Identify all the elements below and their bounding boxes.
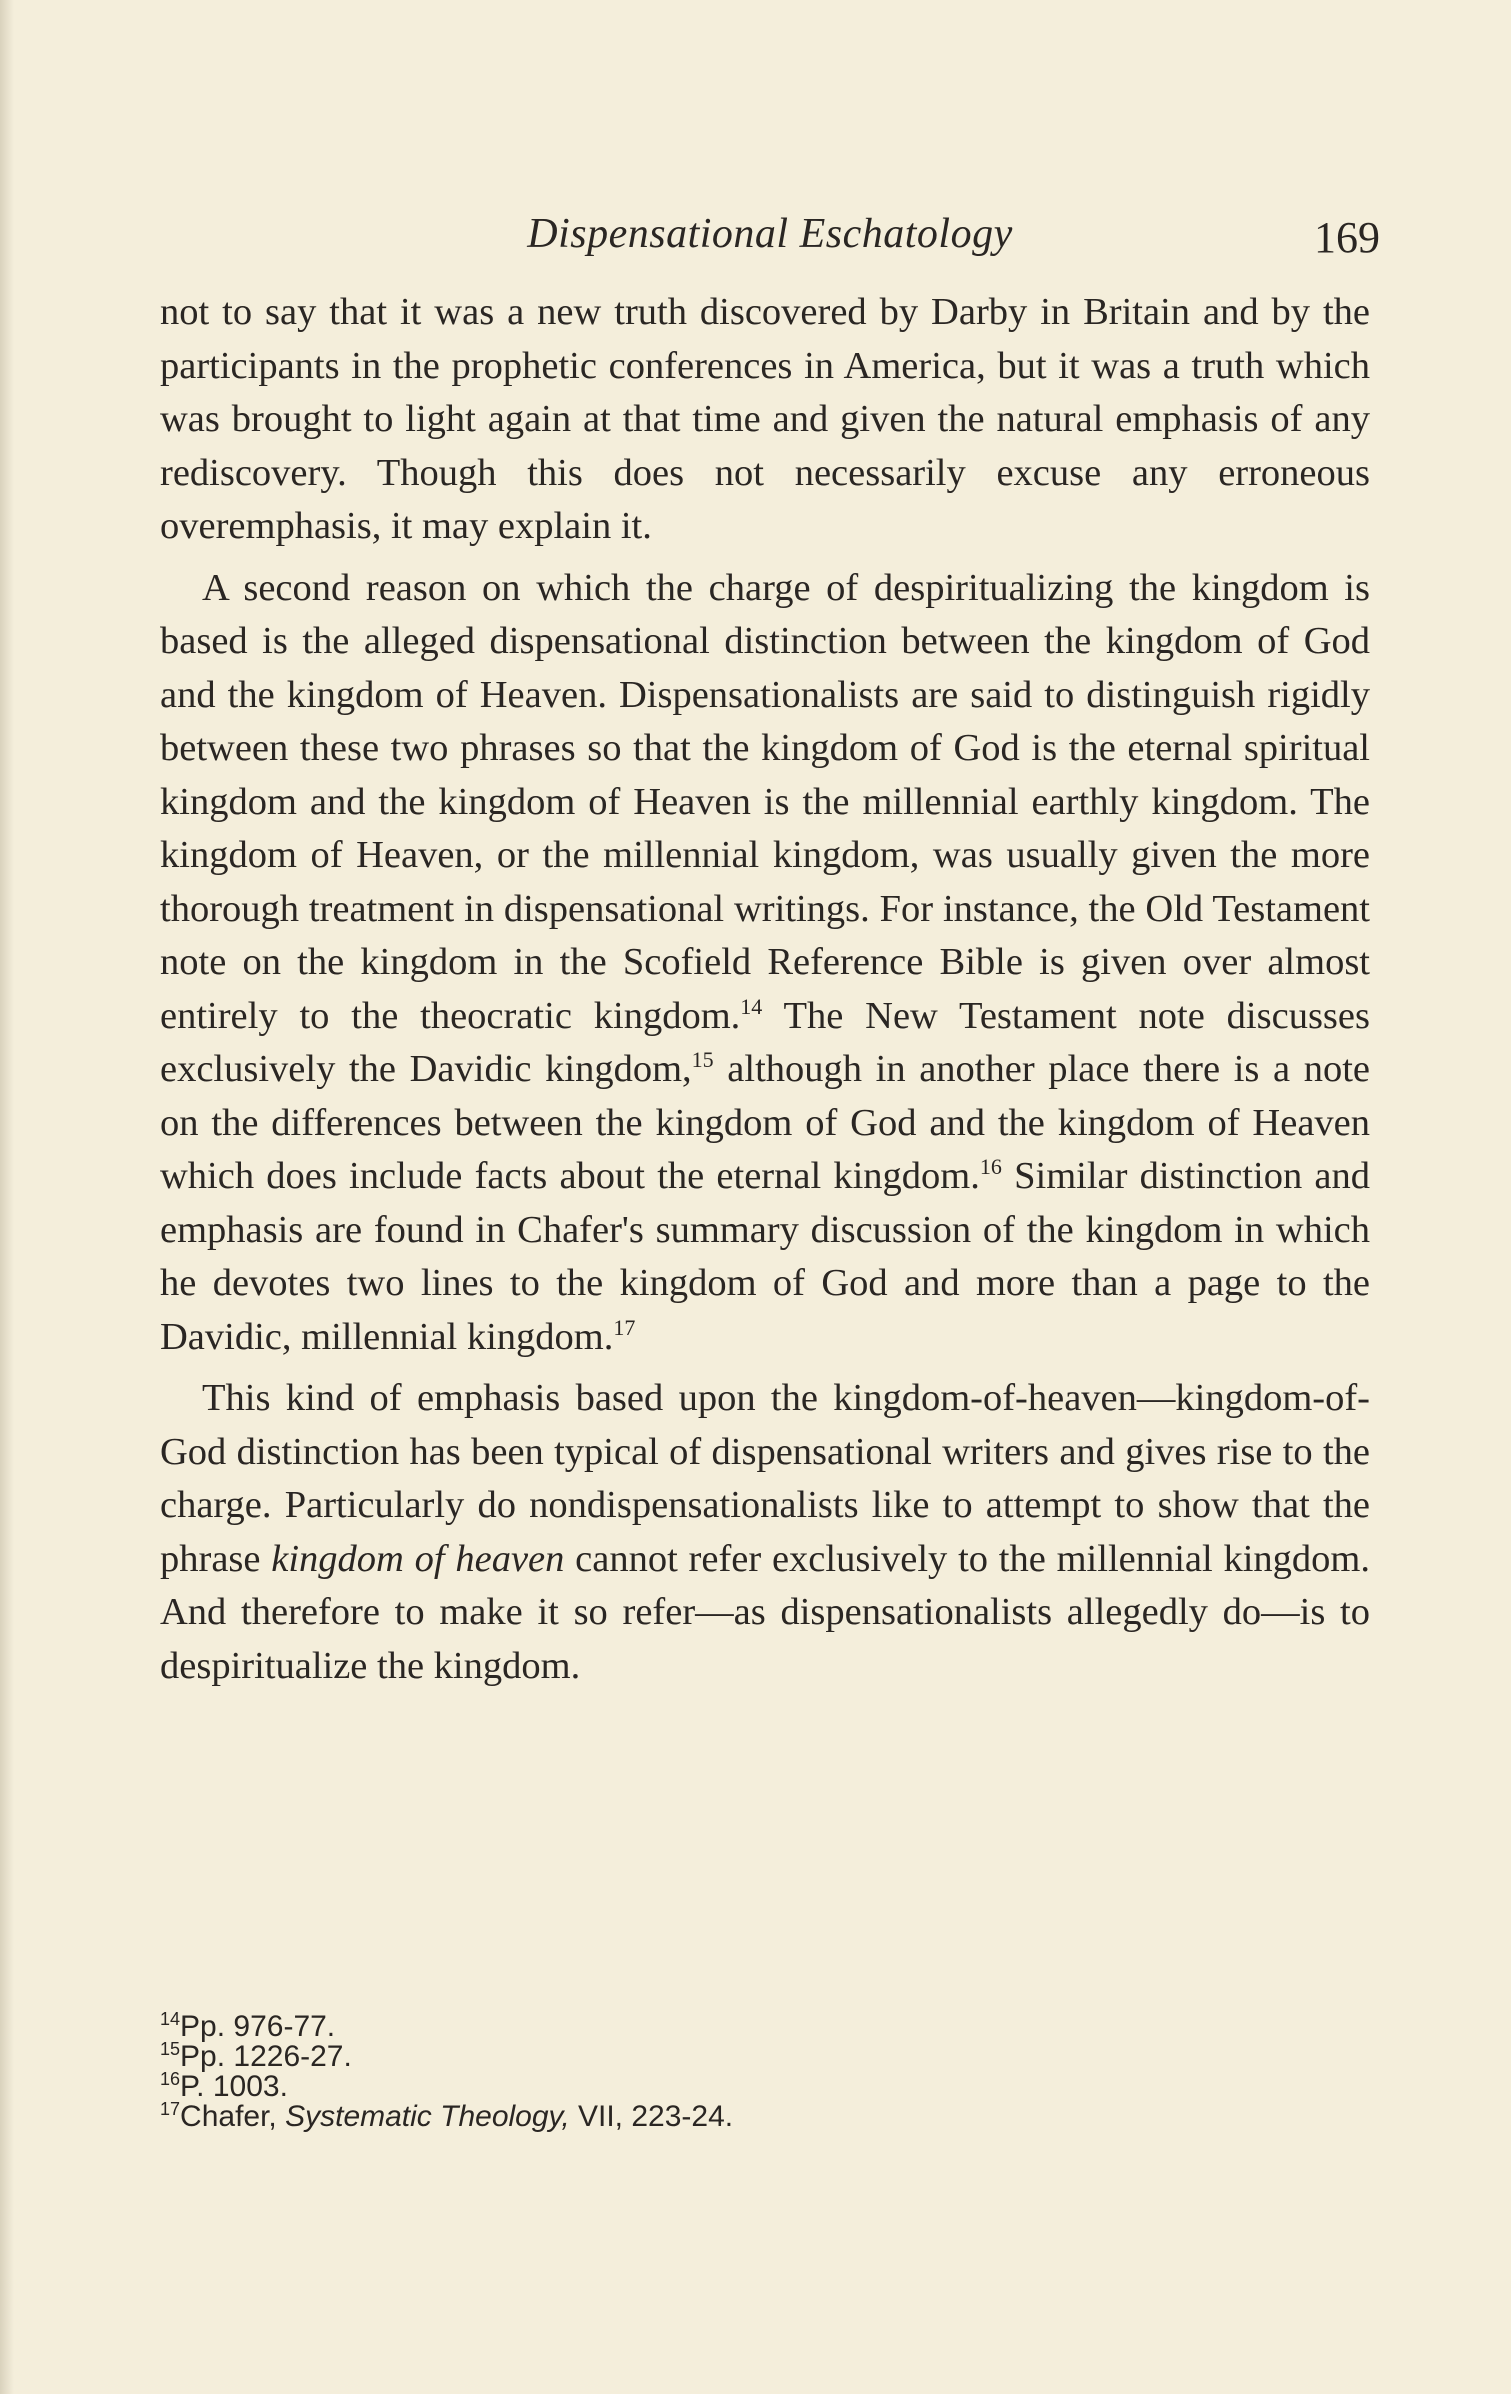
paragraph-3 <box>160 1372 1370 1693</box>
paragraph-1-text: not to say that it was a new truth discovered by Darby in Britain and by the participants in the prophetic conferences in America, but it was a truth which was brought to light again at that time and given the natural emphasis of any rediscovery. Though this does not necessarily excuse any erroneous overemphasis, it may explain it. <box>160 291 1370 547</box>
paragraph-2-part-b: The New Testament note discusses exclusively the Davidic kingdom, <box>160 994 1370 1090</box>
footnote-text: Pp. 976-77. <box>180 2010 336 2043</box>
paragraph-1 <box>160 286 1370 554</box>
footnote-ref-15: 15 <box>691 1047 714 1073</box>
footnote-text: P. 1003. <box>180 2070 288 2103</box>
footnote-number: 15 <box>160 2039 181 2059</box>
footnote-italic-title: Systematic Theology, <box>285 2100 570 2133</box>
footnotes <box>160 2009 1260 2133</box>
footnote-ref-16: 16 <box>979 1154 1002 1180</box>
paragraph-3-italic: kingdom of heaven <box>271 1537 565 1580</box>
footnote-15 <box>160 2039 1260 2073</box>
paragraph-2 <box>160 562 1370 1365</box>
footnote-ref-17: 17 <box>613 1314 636 1340</box>
footnote-16 <box>160 2069 1260 2103</box>
running-head <box>160 200 1380 270</box>
footnote-text: Chafer, <box>180 2100 286 2133</box>
paragraph-2-part-c: although in another place there is a note on the differences between the kingdom of God and the kingdom of Heaven which does include facts about the eternal kingdom. <box>160 1048 1371 1197</box>
body-text <box>160 286 1370 1693</box>
paragraph-3-part-b: cannot refer exclusively to the millennial kingdom. And therefore to make it so refer—as dispensationalists allegedly do—is to despiritualize the kingdom. <box>160 1537 1371 1687</box>
footnote-number: 17 <box>160 2099 181 2119</box>
footnote-text: Pp. 1226-27. <box>180 2040 352 2073</box>
footnote-number: 16 <box>160 2069 181 2089</box>
page-number: 169 <box>1314 213 1380 262</box>
paragraph-3-part-a: This kind of emphasis based upon the kingdom-of-heaven—kingdom-of-God distinction has been typical of dispensational writers and gives rise to the charge. Particularly do nondispensationalists like to attempt to show that the phrase <box>160 1377 1370 1580</box>
paragraph-2-part-a: A second reason on which the charge of despiritualizing the kingdom is based is the alleged dispensational distinction between the kingdom of God and the kingdom of Heaven. Dispensationalists are said to distinguish rigidly between these two phrases so that the kingdom of God is the eternal spiritual kingdom and the kingdom of Heaven is the millennial earthly kingdom. The kingdom of Heaven, or the millennial kingdom, was usually given the more thorough treatment in dispensational writings. For instance, the Old Testament note on the kingdom in the Scofield Reference Bible is given over almost entirely to the theocratic kingdom. <box>160 566 1370 1037</box>
page-gutter-shadow <box>0 0 14 2394</box>
footnote-text-after: VII, 223-24. <box>569 2100 734 2133</box>
paragraph-2-part-d: Similar distinction and emphasis are found in Chafer's summary discussion of the kingdom in which he devotes two lines to the kingdom of God and more than a page to the Davidic, millennial kingdom. <box>160 1155 1370 1358</box>
footnote-17 <box>160 2099 1260 2133</box>
footnote-ref-14: 14 <box>740 993 763 1019</box>
running-title: Dispensational Eschatology <box>527 211 1013 257</box>
footnote-14 <box>160 2009 1260 2043</box>
footnote-number: 14 <box>160 2009 181 2029</box>
